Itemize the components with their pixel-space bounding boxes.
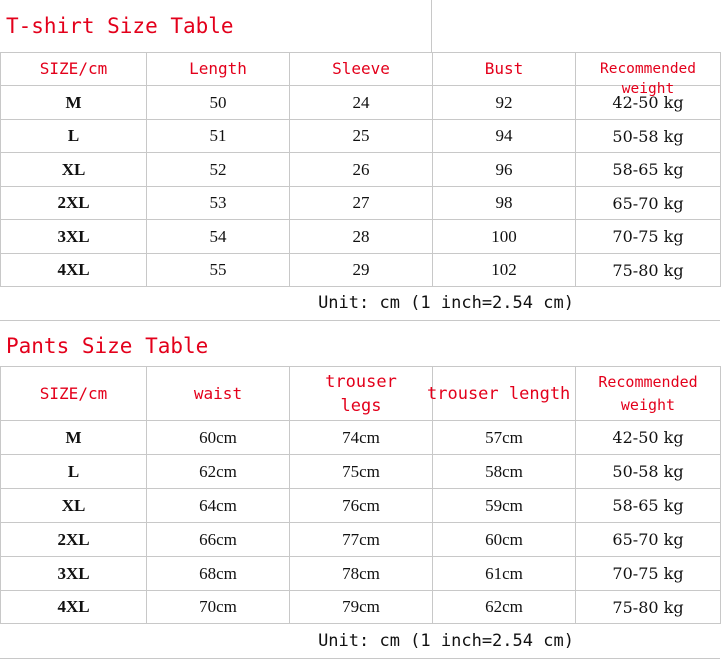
pants-unit-note: Unit: cm (1 inch=2.54 cm)	[318, 631, 574, 651]
weight-cell: 50-58 kg	[576, 120, 721, 153]
sleeve-cell: 28	[290, 220, 433, 254]
length-cell: 52	[147, 153, 290, 187]
pants-unit-row	[0, 624, 720, 659]
weight-cell: 70-75 kg	[576, 220, 721, 254]
trouser-length-cell: 57cm	[433, 421, 576, 455]
header-size: SIZE/cm	[1, 53, 147, 86]
header-trouser-length: trouser length	[433, 367, 576, 421]
tshirt-unit-row	[0, 287, 720, 321]
header-recommended-weight-text: Recommended weight	[599, 61, 697, 97]
weight-cell: 58-65 kg	[576, 153, 721, 187]
length-cell: 51	[147, 120, 290, 153]
header-recommended-weight	[576, 53, 721, 97]
table-row	[1, 120, 721, 153]
size-cell: XL	[1, 489, 147, 523]
weight-cell: 75-80 kg	[576, 591, 721, 624]
sleeve-cell: 29	[290, 254, 433, 287]
trouser-legs-cell: 78cm	[290, 557, 433, 591]
table-row	[1, 591, 721, 624]
header-recommended-weight	[576, 367, 721, 421]
header-length: Length	[147, 53, 290, 86]
waist-cell: 68cm	[147, 557, 290, 591]
header-trouser-legs	[290, 367, 433, 421]
table-row	[1, 557, 721, 591]
bust-cell: 92	[433, 86, 576, 120]
table-row	[1, 153, 721, 187]
trouser-legs-cell: 74cm	[290, 421, 433, 455]
bust-cell: 100	[433, 220, 576, 254]
trouser-length-cell: 61cm	[433, 557, 576, 591]
bust-cell: 102	[433, 254, 576, 287]
trouser-length-cell: 62cm	[433, 591, 576, 624]
tshirt-table-title: T-shirt Size Table	[6, 14, 234, 38]
size-cell: XL	[1, 153, 147, 187]
weight-cell: 50-58 kg	[576, 455, 721, 489]
length-cell: 55	[147, 254, 290, 287]
tshirt-unit-note: Unit: cm (1 inch=2.54 cm)	[318, 293, 574, 313]
pants-size-table	[0, 366, 721, 624]
grid-line	[431, 0, 432, 52]
length-cell: 54	[147, 220, 290, 254]
waist-cell: 70cm	[147, 591, 290, 624]
header-waist: waist	[147, 367, 290, 421]
trouser-legs-cell: 75cm	[290, 455, 433, 489]
header-size: SIZE/cm	[1, 367, 147, 421]
weight-cell: 70-75 kg	[576, 557, 721, 591]
weight-cell: 75-80 kg	[576, 254, 721, 287]
weight-cell: 65-70 kg	[576, 523, 721, 557]
sleeve-cell: 26	[290, 153, 433, 187]
table-row	[1, 187, 721, 220]
size-cell: 4XL	[1, 254, 147, 287]
header-trouser-legs-text: trouser legs	[325, 371, 397, 416]
size-cell: 3XL	[1, 220, 147, 254]
table-row	[1, 220, 721, 254]
trouser-length-cell: 60cm	[433, 523, 576, 557]
size-cell: L	[1, 455, 147, 489]
waist-cell: 60cm	[147, 421, 290, 455]
size-cell: 2XL	[1, 187, 147, 220]
waist-cell: 66cm	[147, 523, 290, 557]
weight-cell: 42-50 kg	[576, 421, 721, 455]
trouser-length-cell: 58cm	[433, 455, 576, 489]
size-cell: 4XL	[1, 591, 147, 624]
tshirt-size-table	[0, 52, 721, 287]
sleeve-cell: 25	[290, 120, 433, 153]
size-cell: M	[1, 421, 147, 455]
waist-cell: 64cm	[147, 489, 290, 523]
header-recommended-weight-text: Recommended weight	[598, 372, 698, 414]
header-bust: Bust	[433, 53, 576, 86]
bust-cell: 96	[433, 153, 576, 187]
weight-cell: 42-50 kg	[576, 86, 721, 120]
table-row	[1, 455, 721, 489]
trouser-length-cell: 59cm	[433, 489, 576, 523]
table-row	[1, 489, 721, 523]
waist-cell: 62cm	[147, 455, 290, 489]
tshirt-header-row	[1, 53, 721, 86]
pants-header-row	[1, 367, 721, 421]
table-row	[1, 254, 721, 287]
tshirt-title-row	[0, 0, 720, 53]
trouser-legs-cell: 76cm	[290, 489, 433, 523]
header-sleeve: Sleeve	[290, 53, 433, 86]
trouser-legs-cell: 77cm	[290, 523, 433, 557]
table-row	[1, 421, 721, 455]
size-cell: M	[1, 86, 147, 120]
size-cell: L	[1, 120, 147, 153]
table-row	[1, 86, 721, 120]
weight-cell: 65-70 kg	[576, 187, 721, 220]
pants-table-title: Pants Size Table	[6, 334, 209, 358]
bust-cell: 98	[433, 187, 576, 220]
sleeve-cell: 27	[290, 187, 433, 220]
size-cell: 3XL	[1, 557, 147, 591]
size-cell: 2XL	[1, 523, 147, 557]
trouser-legs-cell: 79cm	[290, 591, 433, 624]
length-cell: 53	[147, 187, 290, 220]
weight-cell: 58-65 kg	[576, 489, 721, 523]
table-row	[1, 523, 721, 557]
bust-cell: 94	[433, 120, 576, 153]
pants-title-row	[0, 321, 720, 367]
sleeve-cell: 24	[290, 86, 433, 120]
length-cell: 50	[147, 86, 290, 120]
